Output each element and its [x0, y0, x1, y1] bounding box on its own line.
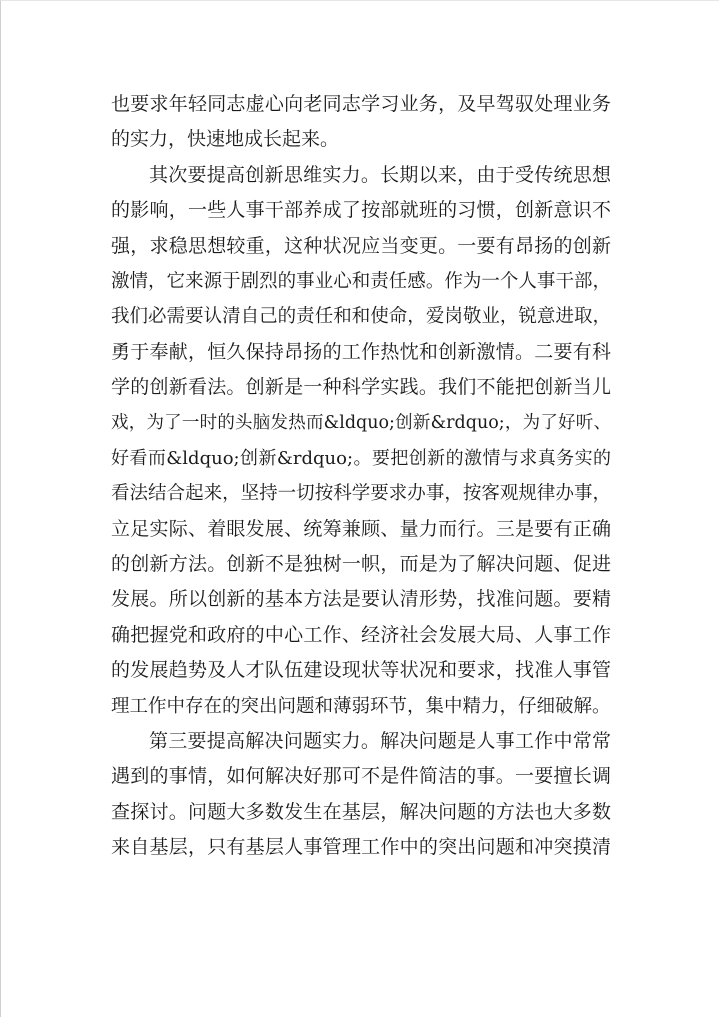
- text-line: 也要求年轻同志虚心向老同志学习业务，及早驾驭处理业务: [111, 93, 611, 115]
- text-line: 的实力，快速地成长起来。: [111, 128, 340, 151]
- text-line: 学的创新看法。创新是一种科学实践。我们不能把创新当儿: [111, 376, 611, 399]
- text-line: 好看而&ldquo;创新&rdquo;。要把创新的激情与求真务实的: [111, 447, 611, 469]
- text-line: 第三要提高解决问题实力。解决问题是人事工作中常常: [149, 730, 611, 753]
- text-line: 理工作中存在的突出问题和薄弱环节，集中精力，仔细破解。: [111, 695, 611, 717]
- text-line: 勇于奉献，恒久保持昂扬的工作热忱和创新激情。二要有科: [111, 340, 611, 363]
- text-line: 的影响，一些人事干部养成了按部就班的习惯，创新意识不: [111, 199, 611, 222]
- text-line: 遇到的事情，如何解决好那可不是件简洁的事。一要擅长调: [111, 765, 611, 788]
- text-line: 发展。所以创新的基本方法是要认清形势，找准问题。要精: [111, 588, 611, 611]
- text-line: 立足实际、着眼发展、统筹兼顾、量力而行。三是要有正确: [111, 517, 611, 540]
- text-line: 的创新方法。创新不是独树一帜，而是为了解决问题、促进: [111, 553, 611, 576]
- text-line: 其次要提高创新思维实力。长期以来，由于受传统思想: [149, 163, 611, 186]
- text-line: 激情，它来源于剧烈的事业心和责任感。作为一个人事干部，: [111, 270, 611, 292]
- text-line: 确把握党和政府的中心工作、经济社会发展大局、人事工作: [111, 623, 611, 646]
- body-text: [111, 87, 611, 866]
- text-line: 戏，为了一时的头脑发热而&ldquo;创新&rdquo;，为了好听、: [111, 412, 611, 433]
- text-line: 我们必需要认清自己的责任和和使命，爱岗敬业，锐意进取，: [111, 306, 611, 328]
- text-line: 的发展趋势及人才队伍建设现状等状况和要求，找准人事管: [111, 659, 611, 682]
- text-line: 查探讨。问题大多数发生在基层，解决问题的方法也大多数: [111, 800, 611, 823]
- text-line: 来自基层，只有基层人事管理工作中的突出问题和冲突摸清: [111, 836, 611, 859]
- text-line: 看法结合起来，坚持一切按科学要求办事，按客观规律办事，: [111, 483, 611, 505]
- text-line: 强，求稳思想较重，这种状况应当变更。一要有昂扬的创新: [111, 234, 611, 257]
